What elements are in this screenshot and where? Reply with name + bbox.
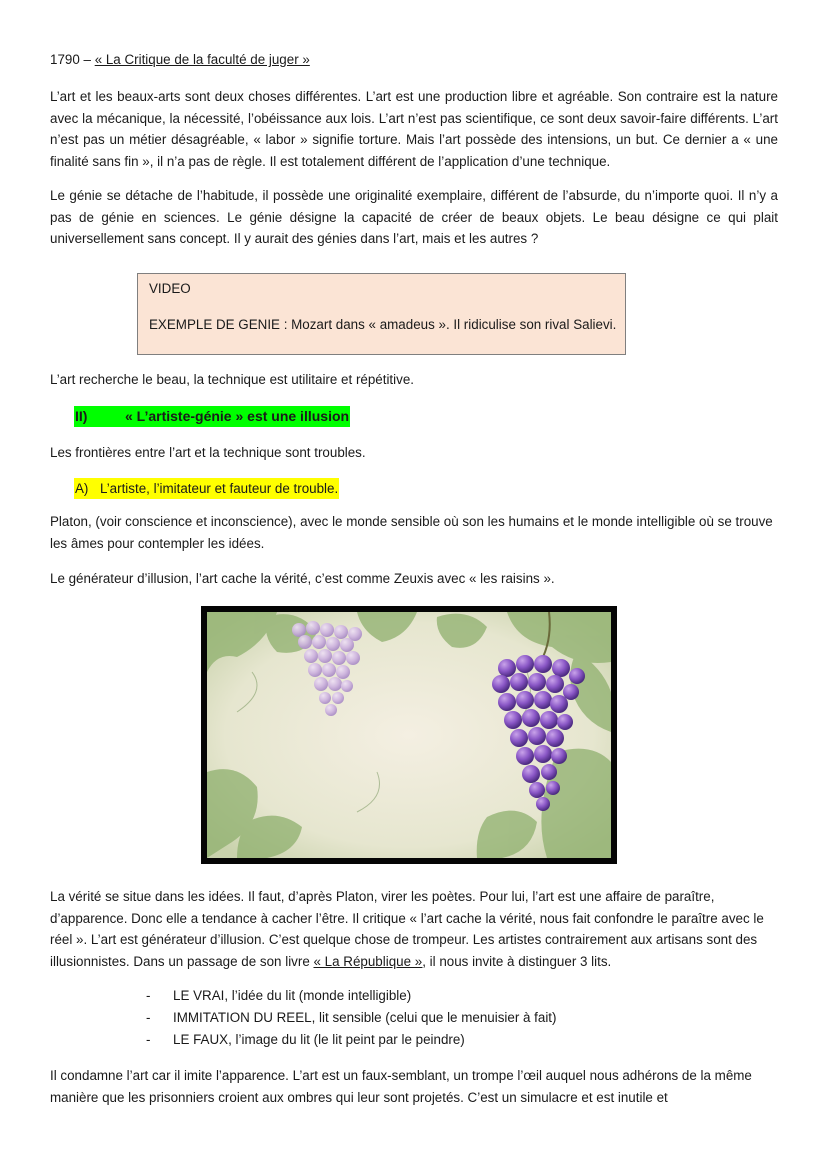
section-heading: [74, 406, 350, 427]
paragraph-zeuxis: Le générateur d’illusion, l’art cache la vérité, c’est comme Zeuxis avec « les raisins ».: [50, 571, 555, 586]
paragraph-art-definition: L’art et les beaux-arts sont deux choses différentes. L’art est une production libre et agréable. Son contraire est la nature avec la mécanique, la nécessité, l’obéissance aux lois. L’art n’est pas scientifique, ce sont deux savoir-faire différents. L’art n’est pas un métier désagréable, « labor » signifie torture. Mais l’art possède des intensions, un but. Ce dernier a « une finalité sans fin », il n’a pas de règle. Il est totalement différent de l’application d’une technique.: [50, 89, 778, 169]
paragraph-frontieres: Les frontières entre l’art et la technique sont troubles.: [50, 445, 366, 460]
list-item: [146, 985, 556, 1007]
three-beds-list: [146, 985, 556, 1051]
verite-text-before: La vérité se situe dans les idées. Il faut, d’après Platon, virer les poètes. Pour lui, l’art est une affaire de paraître, d’apparence. Donc elle a tendance à cacher l’être. Il critique « l’art cache la vérité, nous fait confondre le paraître avec le réel ». L’art est générateur d’illusion. C’est quelque chose de trompeur. Les artistes contrairement aux artisans sont des illusionnistes. Dans un passage de son livre: [50, 889, 764, 969]
paragraph-art-vs-technique: L’art recherche le beau, la technique est utilitaire et répétitive.: [50, 372, 414, 387]
list-item: [146, 1029, 556, 1051]
paragraph-condamnation: Il condamne l’art car il imite l’apparence. L’art est un faux-semblant, un trompe l’œil auquel nous adhérons de la même manière que les prisonniers croient aux ombres qui leur sont projetés. C’est un simulacre et est inutile et: [50, 1068, 752, 1105]
list-bullet: -: [146, 988, 151, 1003]
subsection-number: A): [75, 481, 89, 496]
video-label: VIDEO: [149, 281, 191, 296]
document-header: [50, 49, 778, 71]
list-item-text: LE FAUX, l’image du lit (le lit peint par le peindre): [173, 1032, 465, 1047]
video-callout-box: [137, 273, 626, 355]
list-item: [146, 1007, 556, 1029]
list-item-text: LE VRAI, l’idée du lit (monde intelligible): [173, 988, 412, 1003]
section-title: « L’artiste-génie » est une illusion: [125, 408, 350, 424]
list-bullet: -: [146, 1032, 151, 1047]
republique-reference: « La République »,: [313, 953, 426, 969]
paragraph-platon: Platon, (voir conscience et inconscience), avec le monde sensible où son les humains et le monde intelligible où se trouve les âmes pour contempler les idées.: [50, 514, 773, 551]
header-year: 1790 –: [50, 52, 95, 67]
subsection-heading: [74, 478, 339, 499]
genie-example: EXEMPLE DE GENIE : Mozart dans « amadeus ». Il ridiculise son rival Salievi.: [149, 317, 617, 332]
paragraph-genie: Le génie se détache de l’habitude, il possède une originalité exemplaire, différent de l’absurde, du n’importe quoi. Il n’y a pas de génie en sciences. Le génie désigne la capacité de créer de beaux objets. Le beau désigne ce qui plait universellement sans concept. Il y aurait des génies dans l’art, mais et les autres ?: [50, 188, 778, 246]
list-item-text: IMMITATION DU REEL, lit sensible (celui que le menuisier à fait): [173, 1010, 557, 1025]
verite-text-after: il nous invite à distinguer 3 lits.: [425, 953, 612, 969]
section-number: II): [75, 408, 88, 424]
grapes-illustration: [201, 606, 617, 864]
grapes-image: [207, 612, 611, 858]
paragraph-verite: [50, 886, 778, 972]
header-title: « La Critique de la faculté de juger »: [94, 52, 310, 67]
subsection-title: L’artiste, l’imitateur et fauteur de trouble.: [100, 481, 339, 496]
list-bullet: -: [146, 1010, 151, 1025]
